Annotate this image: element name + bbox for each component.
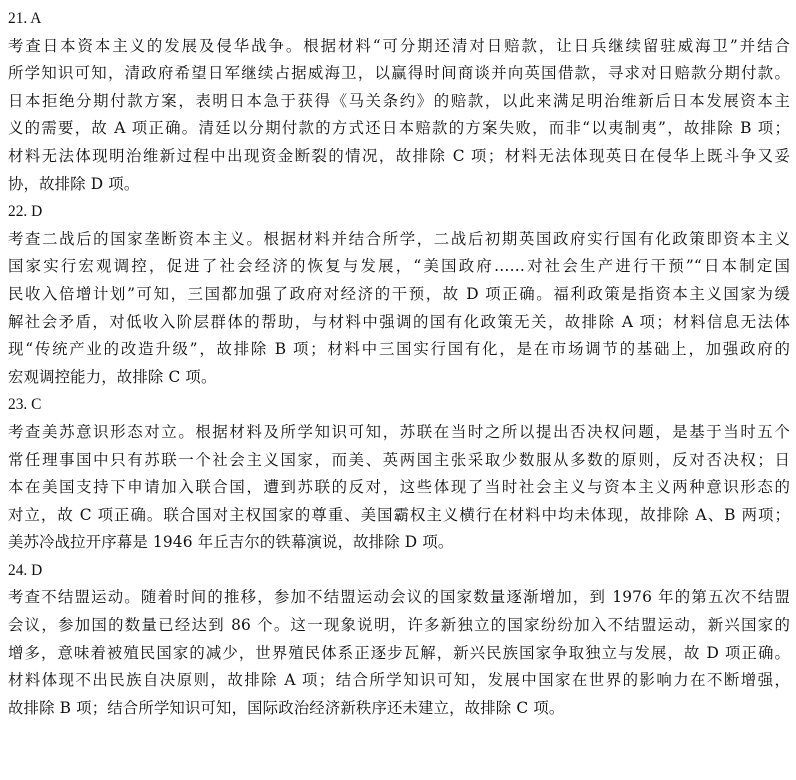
explanation-line: 现“传统产业的改造升级”，故排除 B 项；材料中三国实行国有化，是在市场调节的基础上，加强政府的 bbox=[8, 340, 790, 359]
explanation-line: 对立，故 C 项正确。联合国对主权国家的尊重、美国霸权主义横行在材料中均未体现，故排除 A、B 两项； bbox=[8, 505, 790, 524]
question-number: 23. C bbox=[8, 396, 42, 414]
explanation-line: 考查二战后的国家垄断资本主义。根据材料并结合所学，二战后初期英国政府实行国有化政策即资本主义 bbox=[8, 229, 790, 248]
explanation-line: 日本拒绝分期付款方案，表明日本急于获得《马关条约》的赔款，以此来满足明治维新后日本发展资本主 bbox=[8, 91, 790, 110]
explanation-line: 义的需要，故 A 项正确。清廷以分期付款的方式还日本赔款的方案失败，而非“以夷制夷”，故排除 B 项； bbox=[8, 119, 790, 138]
question-number: 21. A bbox=[8, 10, 42, 27]
explanation-line: 考查美苏意识形态对立。根据材料及所学知识可知，苏联在当时之所以提出否决权问题，是基于当时五个 bbox=[8, 422, 790, 441]
explanation-line: 材料无法体现明治维新过程中出现资金断裂的情况，故排除 C 项；材料无法体现英日在侵华上既斗争又妥 bbox=[8, 146, 790, 165]
question-number: 24. D bbox=[8, 561, 43, 579]
explanation-line: 宏观调控能力，故排除 C 项。 bbox=[8, 367, 217, 386]
explanation-line: 协，故排除 D 项。 bbox=[8, 174, 140, 193]
explanation-line: 增多，意味着被殖民国家的减少，世界殖民体系正逐步瓦解，新兴民族国家争取独立与发展，故 D 项正确。 bbox=[8, 643, 790, 662]
explanation-line: 美苏冷战拉开序幕是 1946 年丘吉尔的铁幕演说，故排除 D 项。 bbox=[8, 533, 454, 552]
answer-item-24 bbox=[8, 557, 790, 723]
answer-item-22 bbox=[8, 198, 790, 391]
explanation-line: 国家实行宏观调控，促进了社会经济的恢复与发展，“美国政府……对社会生产进行干预”“日本制定国 bbox=[8, 257, 790, 276]
explanation-line: 解社会矛盾，对低收入阶层群体的帮助，与材料中强调的国有化政策无关，故排除 A 项；材料信息无法体 bbox=[8, 312, 790, 331]
explanation-line: 材料体现不出民族自决原则，故排除 A 项；结合所学知识可知，发展中国家在世界的影响力在不断增强， bbox=[8, 671, 790, 690]
explanation-line: 考查不结盟运动。随着时间的推移，参加不结盟运动会议的国家数量逐渐增加，到 1976 年的第五次不结盟 bbox=[8, 588, 790, 607]
explanation-line: 民收入倍增计划”可知，三国都加强了政府对经济的干预，故 D 项正确。福利政策是指资本主义国家为缓 bbox=[8, 284, 790, 303]
explanation-line: 本在美国支持下申请加入联合国，遭到苏联的反对，这些体现了当时社会主义与资本主义两种意识形态的 bbox=[8, 478, 790, 497]
explanation-line: 所学知识可知，清政府希望日军继续占据威海卫，以赢得时间商谈并向英国借款，寻求对日赔款分期付款。 bbox=[8, 64, 790, 83]
answer-explanations-document bbox=[8, 5, 790, 722]
explanation-line: 会议，参加国的数量已经达到 86 个。这一现象说明，许多新独立的国家纷纷加入不结盟运动，新兴国家的 bbox=[8, 616, 790, 635]
answer-item-21 bbox=[8, 5, 790, 198]
explanation-line: 考查日本资本主义的发展及侵华战争。根据材料“可分期还清对日赔款，让日兵继续留驻威海卫”并结合 bbox=[8, 36, 790, 55]
answer-item-23 bbox=[8, 391, 790, 557]
explanation-line: 故排除 B 项；结合所学知识可知，国际政治经济新秩序还未建立，故排除 C 项。 bbox=[8, 698, 565, 717]
explanation-line: 常任理事国中只有苏联一个社会主义国家，而美、英两国主张采取少数服从多数的原则，反对否决权；日 bbox=[8, 450, 790, 469]
question-number: 22. D bbox=[8, 203, 43, 221]
